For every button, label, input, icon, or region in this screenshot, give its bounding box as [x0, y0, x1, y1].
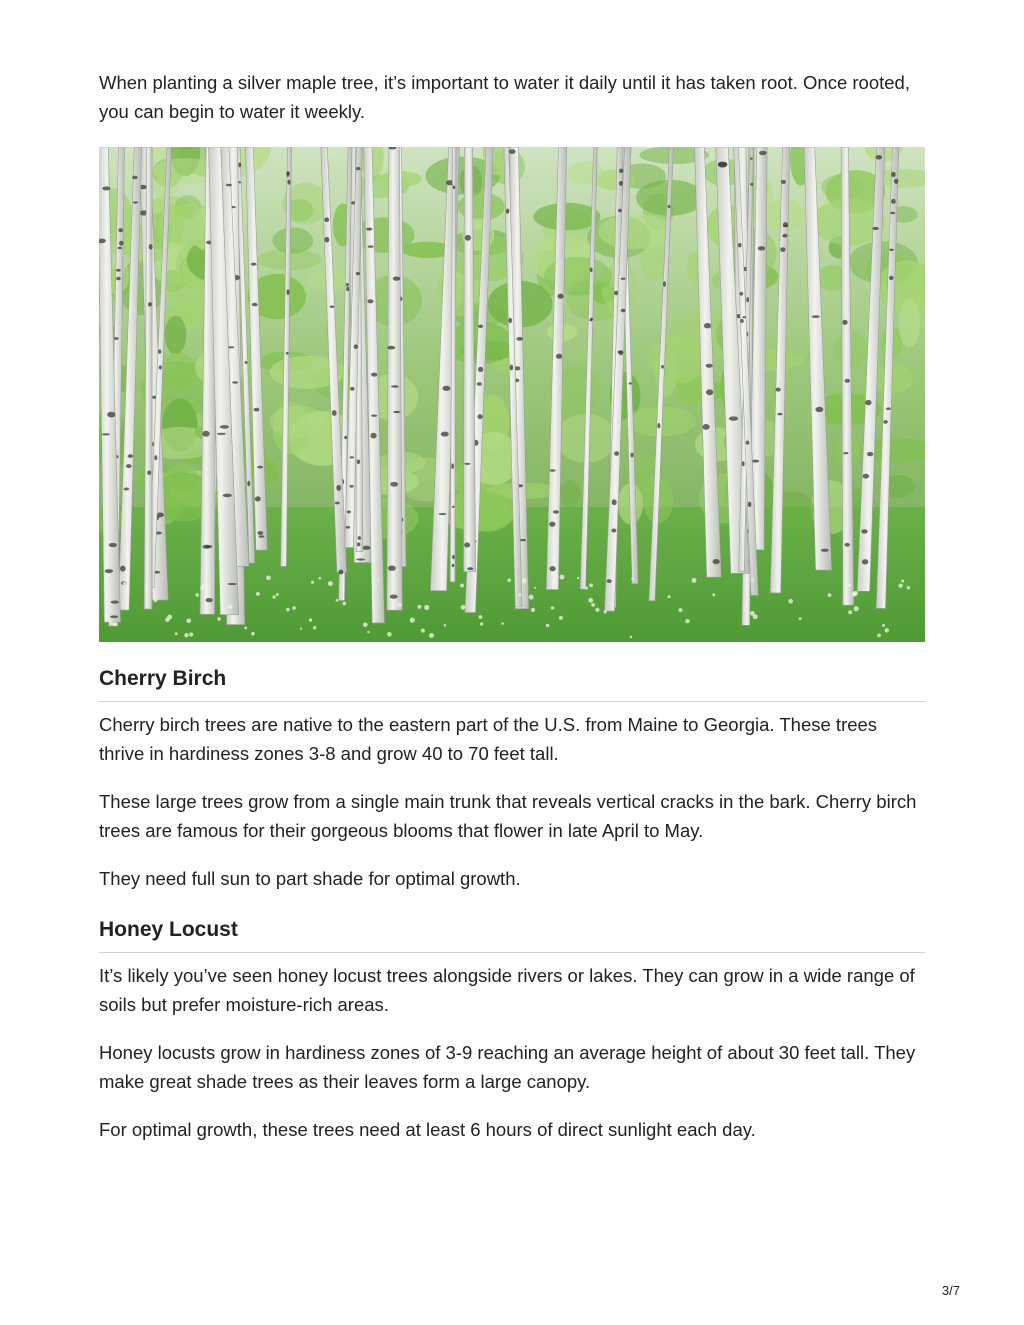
section-divider	[99, 701, 925, 702]
honey-locust-paragraph-2: Honey locusts grow in hardiness zones of 3-9 reaching an average height of about 30 feet tall. They make great shade trees as their leaves form a large canopy.	[99, 1042, 916, 1092]
honey-locust-paragraph-1: It’s likely you’ve seen honey locust trees alongside rivers or lakes. They can grow in a wide range of soils but prefer moisture-rich areas.	[99, 965, 915, 1015]
intro-paragraph: When planting a silver maple tree, it’s important to water it daily until it has taken root. Once rooted, you can begin to water it weekly.	[99, 72, 910, 122]
birch-grove-image	[99, 147, 925, 642]
page-number: 3/7	[941, 1283, 960, 1298]
cherry-birch-paragraph-3: They need full sun to part shade for optimal growth.	[99, 868, 521, 889]
cherry-birch-paragraph-2: These large trees grow from a single main trunk that reveals vertical cracks in the bark. Cherry birch trees are famous for their gorgeous blooms that flower in late April to May.	[99, 791, 917, 841]
section-divider	[99, 952, 925, 953]
honey-locust-paragraph-3: For optimal growth, these trees need at least 6 hours of direct sunlight each day.	[99, 1119, 756, 1140]
birch-grove-illustration	[99, 147, 925, 642]
cherry-birch-paragraph-1: Cherry birch trees are native to the eastern part of the U.S. from Maine to Georgia. These trees thrive in hardiness zones 3-8 and grow 40 to 70 feet tall.	[99, 714, 878, 764]
section-heading-cherry-birch: Cherry Birch	[99, 667, 227, 690]
section-heading-honey-locust: Honey Locust	[99, 918, 238, 941]
